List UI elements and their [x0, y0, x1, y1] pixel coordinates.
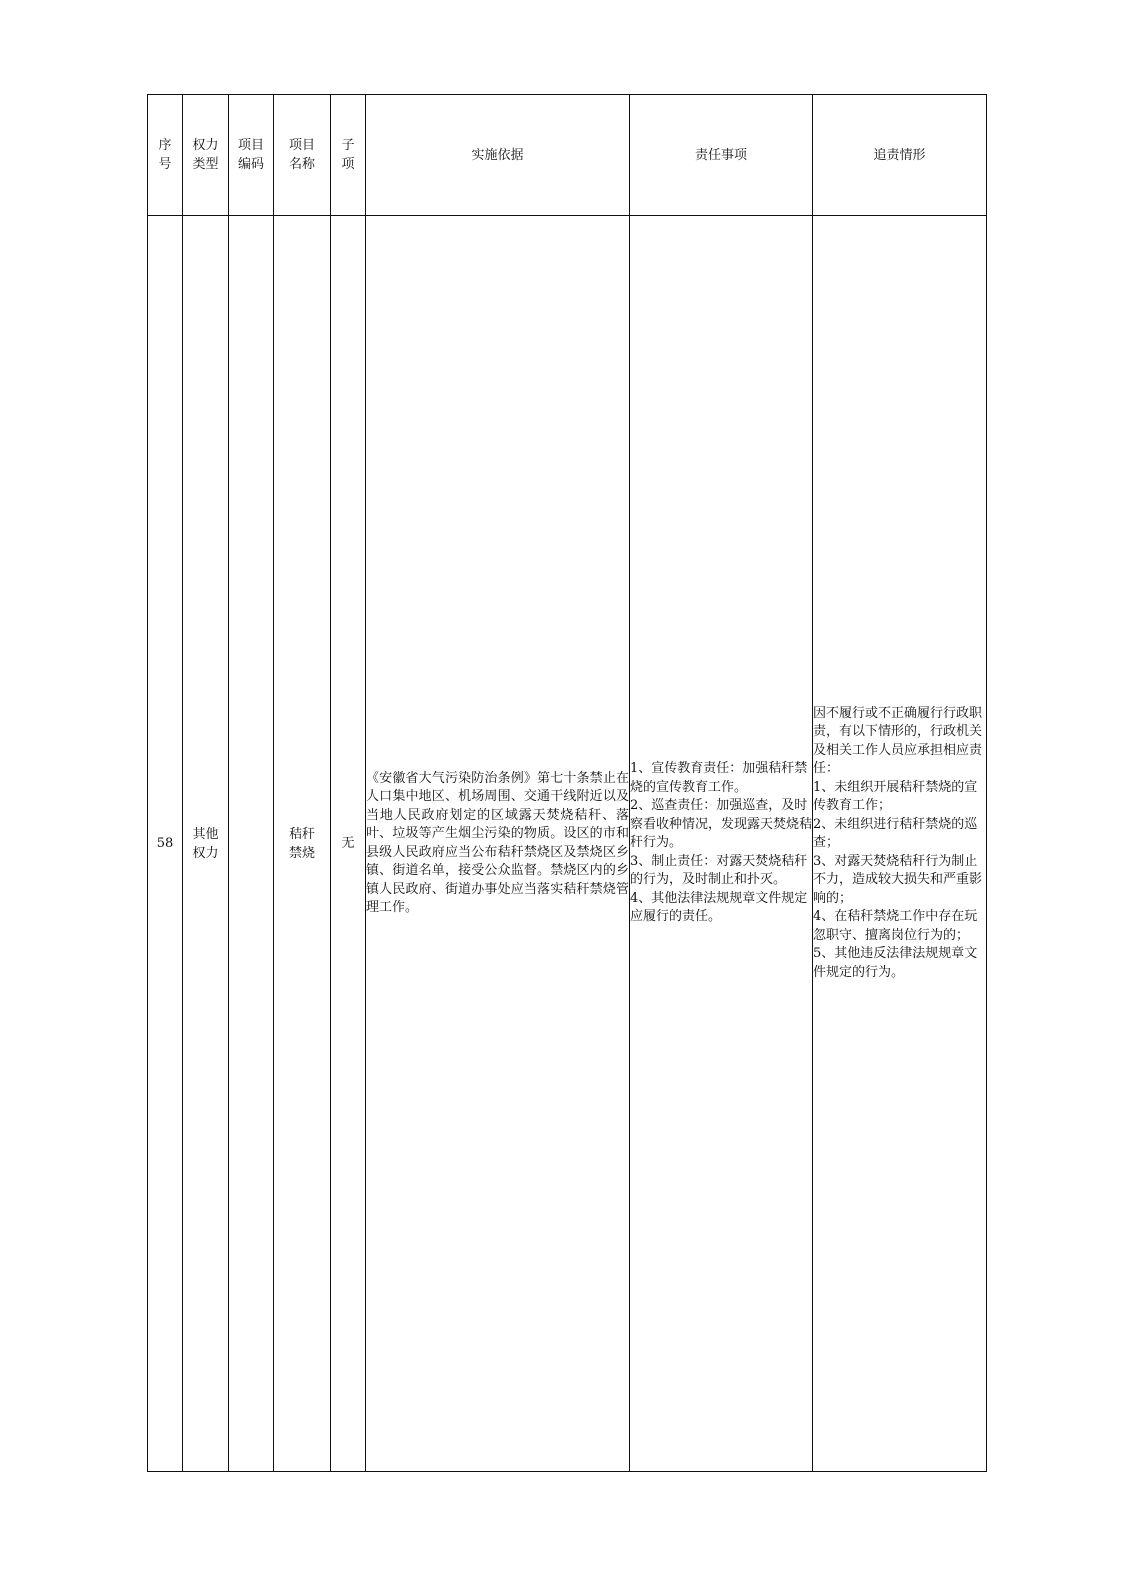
header-responsibility: 责任事项: [630, 95, 813, 216]
list-item: 4、其他法律法规规章文件规定应履行的责任。: [630, 890, 808, 925]
power-list-table: [147, 94, 987, 1472]
list-item: 4、在秸秆禁烧工作中存在玩忽职守、擅离岗位行为的；: [813, 909, 978, 943]
header-accountability: 追责情形: [813, 95, 987, 216]
cell-power-type: 其他 权力: [183, 216, 229, 1472]
list-item: 5、其他违反法律法规规章文件规定的行为。: [813, 946, 978, 980]
list-item: 1、宣传教育责任：加强秸秆禁烧的宣传教育工作。: [630, 761, 808, 795]
list-item: 2、巡查责任：加强巡查，及时察看收种情况，发现露天焚烧秸秆行为。: [630, 798, 813, 851]
header-sub-item: 子 项: [331, 95, 366, 216]
cell-accountability: [813, 216, 987, 1472]
list-item: 3、对露天焚烧秸秆行为制止不力，造成较大损失和严重影响的；: [813, 853, 983, 906]
list-item: 因不履行或不正确履行行政职责，有以下情形的，行政机关及相关工作人员应承担相应责任：: [813, 705, 983, 777]
header-item-code: 项目 编码: [229, 95, 274, 216]
cell-item-name: 秸秆 禁烧: [274, 216, 331, 1472]
cell-responsibility: [630, 216, 813, 1472]
cell-seq: 58: [148, 216, 183, 1472]
list-item: 3、制止责任：对露天焚烧秸秆的行为，及时制止和扑灭。: [630, 853, 808, 888]
header-seq: 序 号: [148, 95, 183, 216]
list-item: 2、未组织进行秸秆禁烧的巡查；: [813, 816, 978, 851]
cell-item-code: [229, 216, 274, 1472]
table-row: [148, 216, 987, 1472]
cell-basis: [366, 216, 630, 1472]
header-basis: 实施依据: [366, 95, 630, 216]
header-power-type: 权力 类型: [183, 95, 229, 216]
header-item-name: 项目 名称: [274, 95, 331, 216]
header-row: [148, 95, 987, 216]
cell-sub-item: 无: [331, 216, 366, 1472]
list-item: 1、未组织开展秸秆禁烧的宣传教育工作；: [813, 779, 978, 814]
basis-text: 《安徽省大气污染防治条例》第七十条禁止在人口集中地区、机场周围、交通干线附近以及当地人民政府划定的区域露天焚烧秸秆、落叶、垃圾等产生烟尘污染的物质。设区的市和县级人民政府应当公布秸秆禁烧区及禁烧区乡镇、街道名单，接受公众监督。禁烧区内的乡镇人民政府、街道办事处应当落实秸秆禁烧管理工作。: [366, 770, 629, 915]
